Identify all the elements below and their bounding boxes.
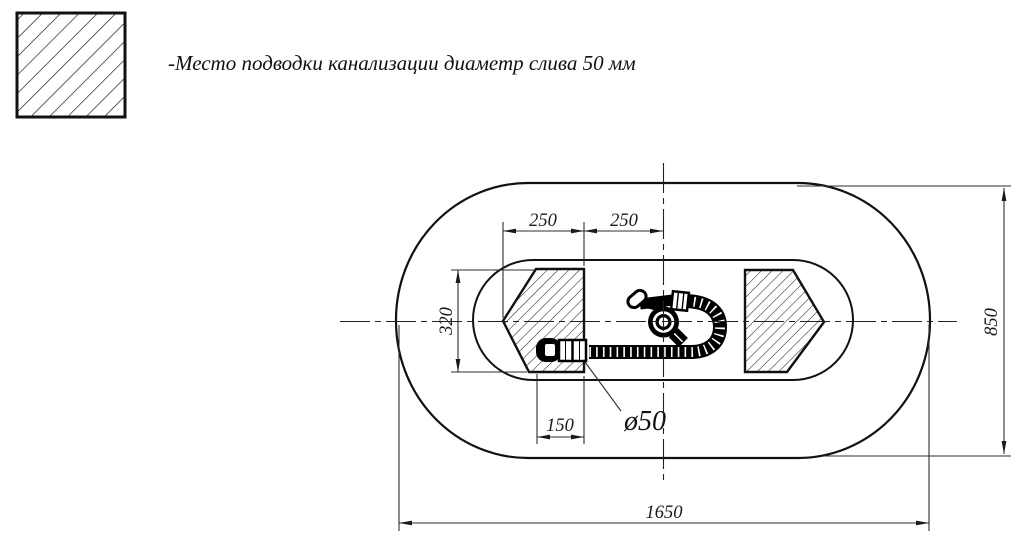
dim-label-250-right: 250 [610, 211, 638, 231]
outlet-end-window [545, 344, 555, 356]
dim-label-1650: 1650 [645, 503, 683, 523]
dimension-lines [399, 186, 1011, 531]
overflow-union-nut [671, 291, 689, 311]
dim-label-320: 320 [437, 307, 457, 335]
legend-hatched-square [17, 13, 125, 117]
dim-label-850: 850 [982, 308, 1002, 336]
dim-label-250-left: 250 [529, 211, 557, 231]
legend [17, 13, 636, 117]
dim-label-drain-diameter: ø50 [624, 406, 666, 437]
legend-description: -Место подводки канализации диаметр слива 50 мм [168, 51, 636, 75]
dim-label-150: 150 [546, 416, 574, 436]
